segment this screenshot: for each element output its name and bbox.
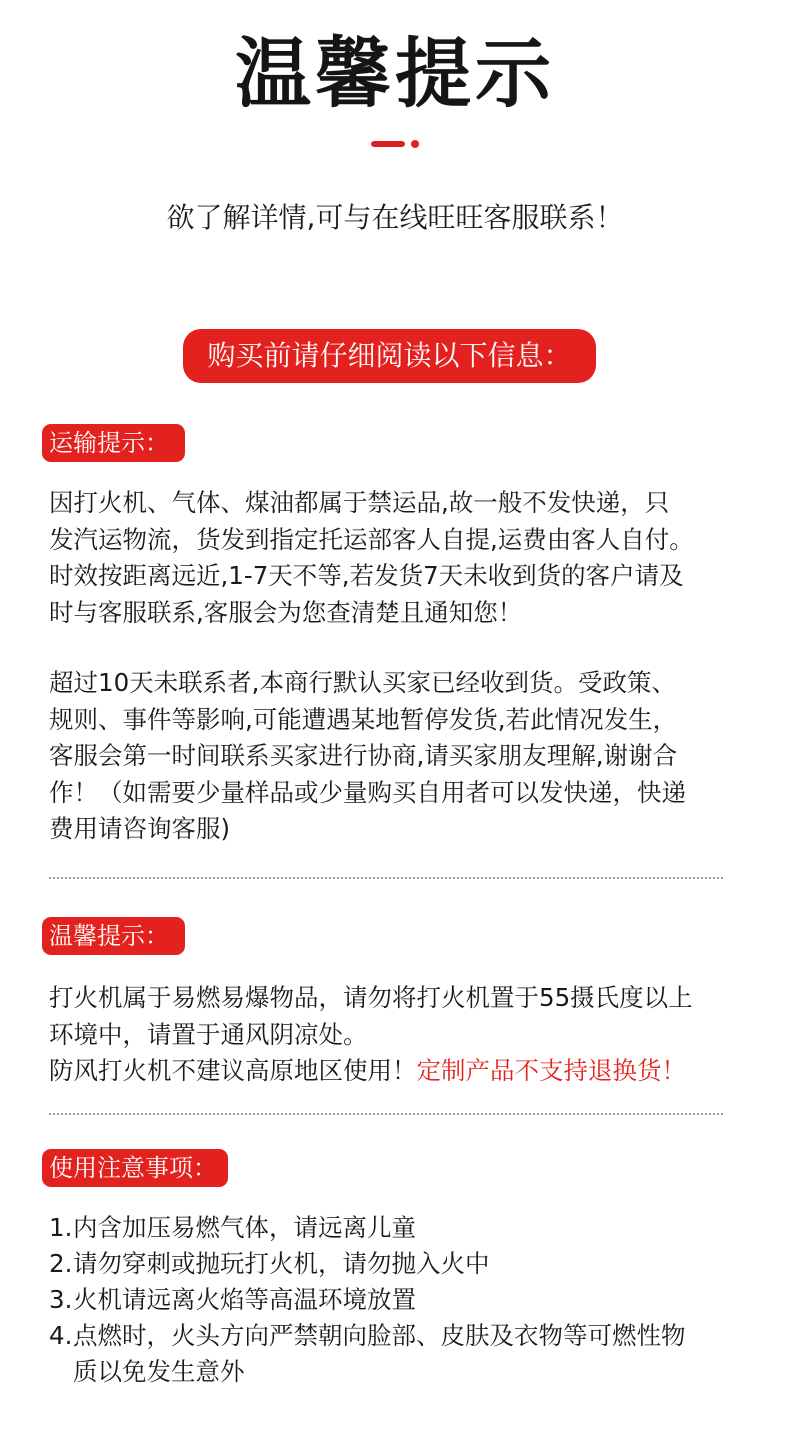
list-item — [49, 1210, 749, 1246]
underline-dot — [411, 140, 419, 148]
item-number: 1. — [49, 1213, 73, 1242]
text-line: 作！（如需要少量样品或少量购买自用者可以发快递，快递 — [49, 777, 686, 807]
usage-tag: 使用注意事项： — [42, 1149, 228, 1187]
item-text: 火机请远离火焰等高温环境放置 — [73, 1285, 416, 1314]
item-text — [73, 1318, 686, 1390]
text-line: 发汽运物流，货发到指定托运部客人自提,运费由客人自付。 — [49, 524, 694, 554]
item-text: 内含加压易燃气体，请远离儿童 — [73, 1213, 416, 1242]
dotted-divider — [49, 1113, 723, 1115]
usage-list — [49, 1210, 749, 1390]
text-line: 时效按距离远近,1-7天不等,若发货7天未收到货的客户请及 — [49, 561, 684, 590]
item-text-line: 质以免发生意外 — [73, 1357, 245, 1386]
item-number: 3. — [49, 1285, 73, 1314]
item-text-line: 点燃时，火头方向严禁朝向脸部、皮肤及衣物等可燃性物 — [73, 1321, 686, 1350]
text-line: 费用请咨询客服) — [49, 814, 231, 843]
text-line: 因打火机、气体、煤油都属于禁运品,故一般不发快递，只 — [49, 488, 670, 517]
text-line: 打火机属于易燃易爆物品，请勿将打火机置于55摄氏度以上 — [49, 983, 693, 1012]
item-number: 4. — [49, 1321, 73, 1350]
item-number: 2. — [49, 1249, 73, 1278]
title-underline-decoration — [371, 140, 421, 148]
text-line: 时与客服联系,客服会为您查清楚且通知您！ — [49, 597, 523, 627]
text-line: 超过10天未联系者,本商行默认买家已经收到货。受政策、 — [49, 668, 676, 697]
text-line: 规则、事件等影响,可能遭遇某地暂停发货,若此情况发生， — [49, 704, 678, 734]
list-item — [49, 1318, 749, 1390]
notice-pill: 购买前请仔细阅读以下信息： — [183, 329, 596, 383]
list-item — [49, 1246, 749, 1282]
text-line — [49, 1053, 749, 1090]
item-text: 请勿穿刺或抛玩打火机，请勿抛入火中 — [73, 1249, 490, 1278]
text-line: 客服会第一时间联系买家进行协商,请买家朋友理解,谢谢合 — [49, 741, 678, 770]
page-title: 温馨提示 — [235, 29, 555, 118]
text-line: 环境中，请置于通风阴凉处。 — [49, 1019, 368, 1049]
dotted-divider — [49, 877, 723, 879]
shipping-paragraph-1 — [49, 485, 749, 631]
shipping-tag: 运输提示： — [42, 424, 185, 462]
warm-tip-tag: 温馨提示： — [42, 917, 185, 955]
plain-text: 防风打火机不建议高原地区使用！ — [49, 1056, 417, 1085]
no-return-warning: 定制产品不支持退换货！ — [416, 1056, 686, 1085]
shipping-paragraph-2 — [49, 665, 749, 848]
list-item — [49, 1282, 749, 1318]
contact-subtitle: 欲了解详情,可与在线旺旺客服联系！ — [166, 201, 624, 234]
underline-bar — [371, 141, 405, 147]
warm-tip-paragraph — [49, 980, 749, 1090]
